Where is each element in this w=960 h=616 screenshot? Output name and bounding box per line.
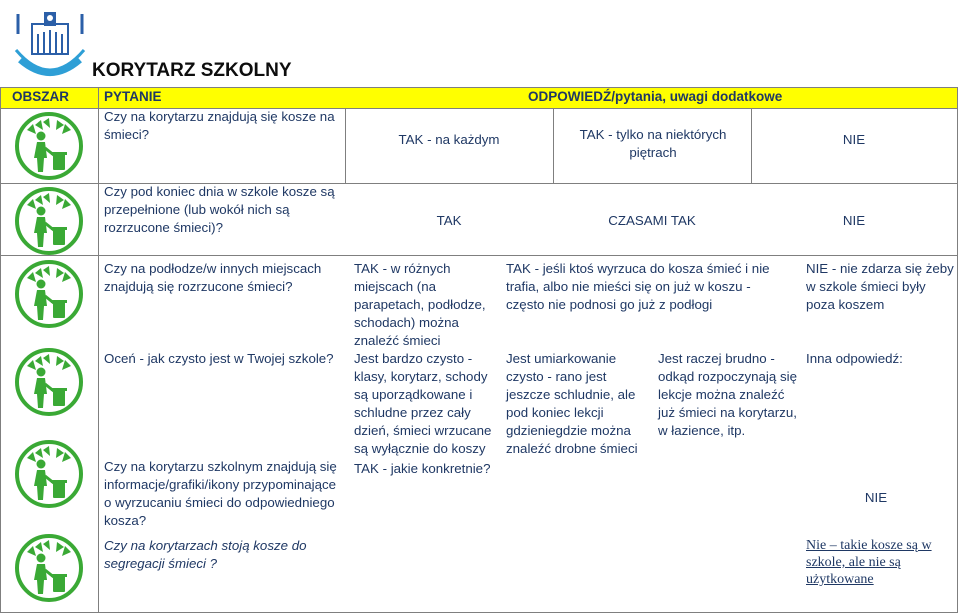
answer-option: NIE <box>864 490 888 505</box>
question-bins-full: Czy pod koniec dnia w szkole kosze są przepełnione (lub wokół nich są rozrzucone śmieci)? <box>104 184 335 235</box>
header-obszar: OBSZAR <box>12 89 69 104</box>
recycling-person-icon <box>15 348 83 416</box>
answer-option: TAK - jeśli ktoś wyrzuca do kosza śmieć i nie trafia, albo nie mieści się on już w koszu - często nie podnosi go już z podłogi <box>506 261 770 312</box>
recycling-person-icon <box>15 112 83 180</box>
question-litter-floor: Czy na podłodze/w innych miejscach znajdują się rozrzucone śmieci? <box>104 261 322 294</box>
recycling-person-icon <box>15 187 83 255</box>
answer-option: TAK - jakie konkretnie? <box>354 461 491 476</box>
school-logo-icon <box>10 4 90 84</box>
question-bins-present: Czy na korytarzu znajdują się kosze na śmieci? <box>104 109 335 142</box>
answer-option: Jest umiarkowanie czysto - rano jest jeszcze schludnie, ale pod koniec lekcji gdzieniegdzie można znaleźć drobne śmieci <box>506 351 638 456</box>
grid-line <box>0 87 1 613</box>
answer-option: TAK - na każdym <box>398 132 500 147</box>
grid-line <box>553 108 554 183</box>
answer-option: Jest raczej brudno - odkąd rozpoczynają się lekcje można znaleźć już śmieci na korytarzu, w łazience, itp. <box>658 351 797 438</box>
recycling-person-icon <box>15 534 83 602</box>
recycling-person-icon <box>15 260 83 328</box>
question-segregation-bins: Czy na korytarzach stoją kosze do segregacji śmieci ? <box>104 538 307 571</box>
answer-option: CZASAMI TAK <box>608 213 696 228</box>
answer-option: Nie – takie kosze są w szkole, ale nie są użytkowane <box>806 538 932 587</box>
header-pytanie: PYTANIE <box>104 89 162 104</box>
grid-line <box>0 255 958 256</box>
question-info-graphics: Czy na korytarzu szkolnym znajdują się informacje/grafiki/ikony przypominające o wyrzucaniu śmieci do odpowiedniego kosza? <box>104 459 337 528</box>
answer-option: NIE <box>842 213 866 228</box>
recycling-person-icon <box>15 440 83 508</box>
answer-option: Jest bardzo czysto - klasy, korytarz, schody są uporządkowane i schludne przez cały dzień, śmieci wrzucane są wyłącznie do koszy <box>354 351 492 456</box>
answer-option: Inna odpowiedź: <box>806 351 903 366</box>
answer-option: NIE - nie zdarza się żeby w szkole śmieci były poza koszem <box>806 261 954 312</box>
answer-option: NIE <box>842 132 866 147</box>
header-odpowiedz: ODPOWIEDŹ/pytania, uwagi dodatkowe <box>528 89 783 104</box>
question-cleanliness: Oceń - jak czysto jest w Twojej szkole? <box>104 351 334 366</box>
grid-line <box>98 87 99 613</box>
answer-option: TAK - w różnych miejscach (na parapetach, podłodze, schodach) można znaleźć śmieci <box>354 261 486 348</box>
answer-option: TAK - tylko na niektórych piętrach <box>579 127 727 160</box>
page-title: KORYTARZ SZKOLNY <box>92 60 292 81</box>
grid-line <box>0 87 958 88</box>
grid-line <box>0 612 958 613</box>
answer-option: TAK <box>436 213 462 228</box>
grid-line <box>957 87 958 613</box>
